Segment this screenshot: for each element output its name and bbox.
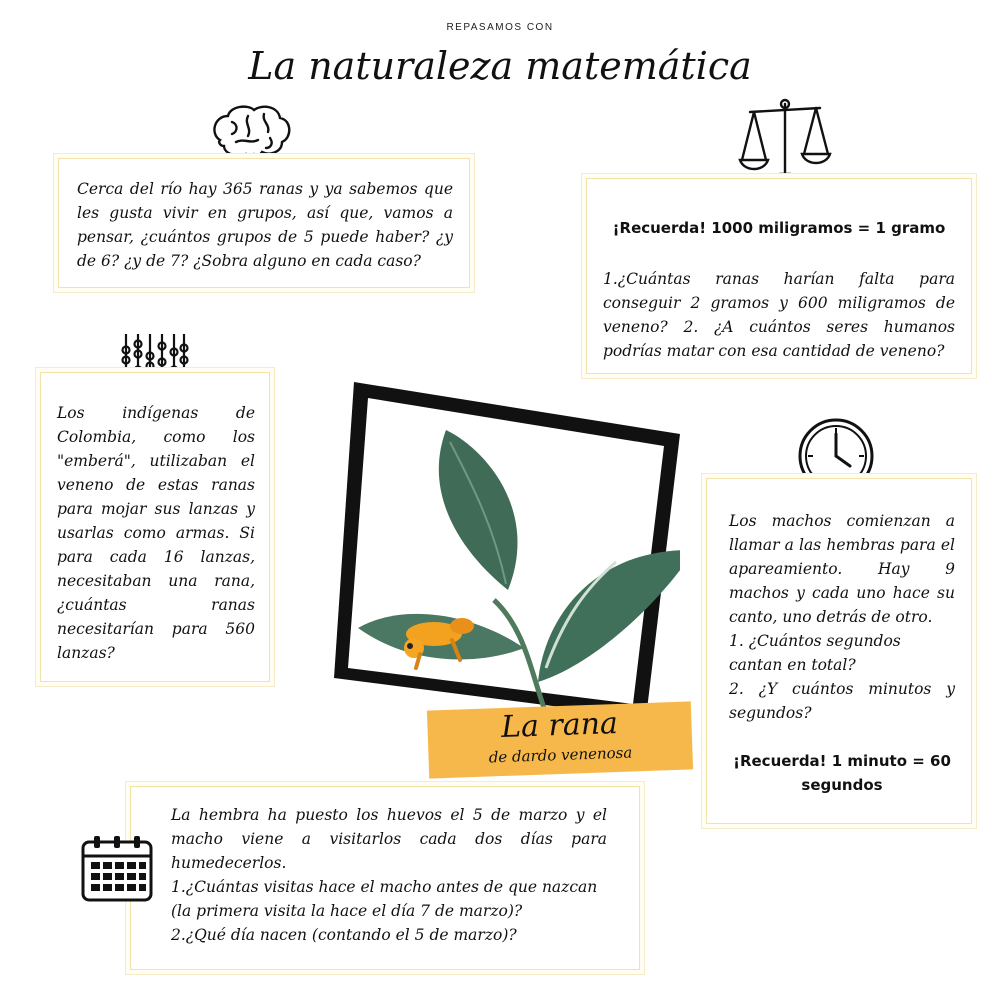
card-frog-groups: [58, 158, 470, 288]
question-1: 1. ¿Cuántos segundos cantan en total?: [729, 632, 901, 674]
card-text: Los indígenas de Colombia, como los "emberá", utilizaban el veneno de estas ranas para mojar sus lanzas y usarlas como armas. Si para cada 16 lanzas, necesitaban una rana, ¿cuántas ranas necesitarían para 560 lanzas?: [57, 404, 255, 662]
frog-label-subtitle: de dardo venenosa: [488, 743, 633, 767]
reminder-milligrams: ¡Recuerda! 1000 miligramos = 1 gramo: [612, 219, 946, 237]
card-poison: [586, 178, 972, 374]
frog-illustration: [334, 378, 680, 718]
question-1: 1.¿Cuántas visitas hace el macho antes de que nazcan (la primera visita la hace el día 7 de marzo)?: [171, 878, 598, 920]
reminder-minutes: ¡Recuerda! 1 minuto = 60 segundos: [733, 752, 951, 794]
card-text: La hembra ha puesto los huevos el 5 de marzo y el macho viene a visitarlos cada dos días para humedecerlos.: [171, 806, 607, 872]
frog-label-banner: [427, 701, 693, 778]
card-text: Cerca del río hay 365 ranas y ya sabemos que les gusta vivir en grupos, así que, vamos a pensar, ¿cuántos grupos de 5 puede haber? ¿y de 6? ¿y de 7? ¿Sobra alguno en cada caso?: [77, 180, 453, 270]
card-lances: [40, 372, 270, 682]
scale-icon: [738, 96, 832, 186]
kicker: REPASAMOS CON: [446, 22, 554, 33]
calendar-icon: [80, 834, 154, 904]
frog-label-title: La rana: [500, 705, 619, 746]
card-text: Los machos comienzan a llamar a las hembras para el apareamiento. Hay 9 machos y cada uno hace su canto, uno detrás de otro.: [729, 512, 955, 626]
question-2: 2.¿Qué día nacen (contando el 5 de marzo)?: [171, 926, 517, 944]
question-2: 2. ¿Y cuántos minutos y segundos?: [729, 680, 955, 722]
card-text: 1.¿Cuántas ranas harían falta para conseguir 2 gramos y 600 miligramos de veneno? 2. ¿A cuántos seres humanos podrías matar con esa cantidad de veneno?: [603, 270, 955, 360]
page-title: La naturaleza matemática: [248, 44, 752, 88]
card-song: [706, 478, 972, 824]
card-eggs: [130, 786, 640, 970]
